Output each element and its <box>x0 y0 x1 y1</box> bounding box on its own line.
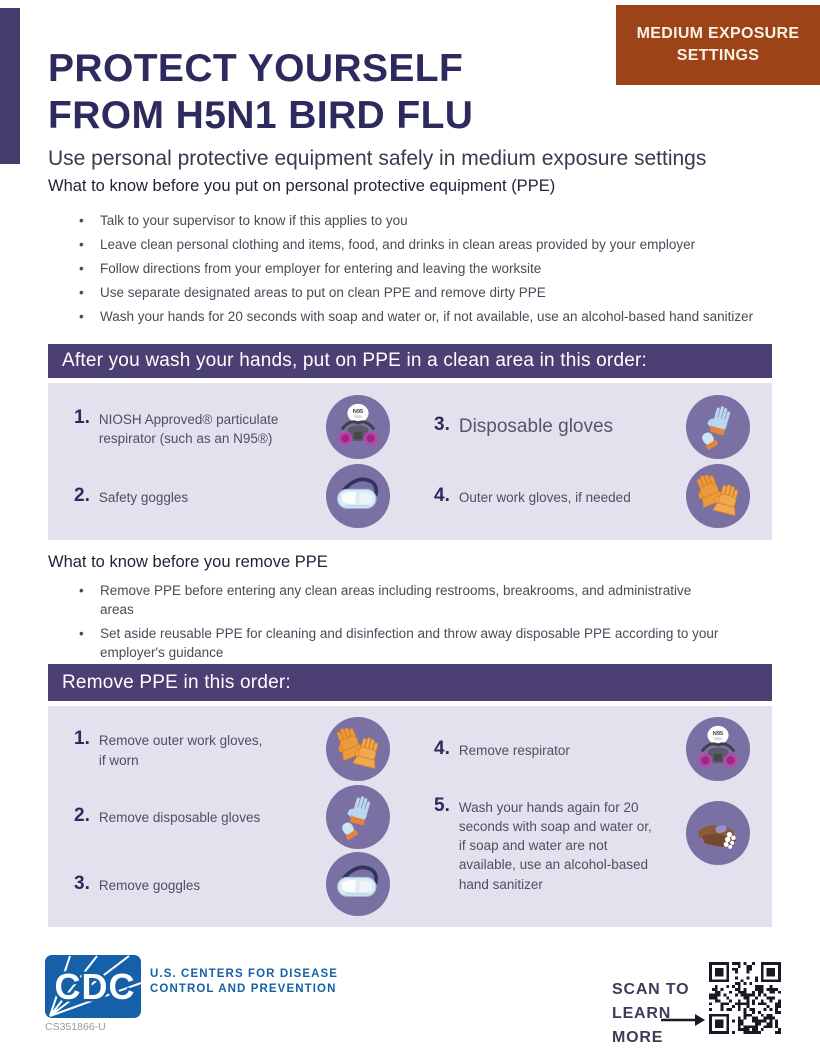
list-item: • Leave clean personal clothing and items, food, and drinks in clean areas provided by your employer <box>76 236 776 255</box>
title-line-2: FROM H5N1 BIRD FLU <box>48 93 474 137</box>
step-text: Safety goggles <box>98 489 189 505</box>
list-item: • Wash your hands for 20 seconds with soap and water or, if not available, use an alcohol-based hand sanitizer <box>76 308 776 327</box>
step-number: 2. <box>74 484 90 506</box>
put-on-step-4 <box>434 464 750 528</box>
agency-line-1: U.S. CENTERS FOR DISEASE <box>150 968 339 980</box>
remove-step-2 <box>74 785 390 849</box>
step-text: Disposable gloves <box>458 415 614 437</box>
before-put-on-list <box>76 212 776 331</box>
agency-name <box>150 967 338 997</box>
step-number: 4. <box>434 484 450 506</box>
arrow-right-icon <box>660 1013 706 1027</box>
scan-line-3: MORE <box>612 1029 664 1047</box>
step-number: 1. <box>74 728 90 750</box>
step-number: 3. <box>434 413 450 435</box>
step-number: 2. <box>74 805 90 827</box>
disposable-gloves-icon <box>326 785 390 849</box>
exposure-setting-badge: MEDIUM EXPOSURE SETTINGS <box>616 5 820 85</box>
step-text: Outer work gloves, if needed <box>458 489 631 505</box>
put-on-panel <box>48 383 772 540</box>
before-remove-list <box>76 582 728 668</box>
page-title <box>48 46 473 140</box>
remove-panel <box>48 706 772 927</box>
title-line-1: PROTECT YOURSELF <box>48 47 464 90</box>
remove-step-1 <box>74 717 390 781</box>
wash-hands-icon <box>686 801 750 865</box>
list-item: • Follow directions from your employer for entering and leaving the worksite <box>76 260 776 279</box>
scan-line-1: SCAN TO <box>612 981 690 998</box>
before-remove-heading: What to know before you remove PPE <box>48 553 328 571</box>
step-number: 3. <box>74 872 90 894</box>
cdc-logo-text: CDC <box>54 966 136 1007</box>
agency-line-2: CONTROL AND PREVENTION <box>150 983 337 996</box>
step-text: Wash your hands again for 20 seconds with soap and water or, if soap and water are not available, use an alcohol-based hand sanitizer <box>458 800 652 892</box>
respirator-icon <box>686 717 750 781</box>
respirator-icon <box>326 395 390 459</box>
list-item: • Talk to your supervisor to know if this applies to you <box>76 212 776 231</box>
document-id: CS351866-U <box>45 1021 106 1033</box>
left-accent-bar <box>0 8 20 164</box>
list-item: • Use separate designated areas to put on clean PPE and remove dirty PPE <box>76 284 776 303</box>
step-number: 5. <box>434 795 450 816</box>
step-text: Remove goggles <box>98 877 201 893</box>
cdc-logo <box>45 955 141 1018</box>
work-gloves-icon <box>686 464 750 528</box>
list-item: • Set aside reusable PPE for cleaning and disinfection and throw away disposable PPE according to your employer's guidance <box>76 625 728 663</box>
remove-banner: Remove PPE in this order: <box>48 664 772 701</box>
step-number: 4. <box>434 737 450 759</box>
remove-step-4 <box>434 717 750 781</box>
goggles-icon <box>326 852 390 916</box>
disposable-gloves-icon <box>686 395 750 459</box>
list-item: • Remove PPE before entering any clean areas including restrooms, breakrooms, and administrative areas <box>76 582 728 620</box>
put-on-step-3 <box>434 395 750 459</box>
goggles-icon <box>326 464 390 528</box>
step-text: Remove disposable gloves <box>98 810 261 826</box>
step-text: Remove respirator <box>458 742 570 758</box>
qr-code <box>708 962 782 1034</box>
put-on-step-1 <box>74 395 390 459</box>
step-text: Remove outer work gloves, if worn <box>98 733 263 768</box>
put-on-banner: After you wash your hands, put on PPE in a clean area in this order: <box>48 344 772 378</box>
subtitle: Use personal protective equipment safely in medium exposure settings <box>48 147 707 170</box>
before-put-on-heading: What to know before you put on personal protective equipment (PPE) <box>48 177 556 195</box>
work-gloves-icon <box>326 717 390 781</box>
put-on-step-2 <box>74 464 390 528</box>
step-text: NIOSH Approved® particulate respirator (such as an N95®) <box>98 411 279 446</box>
remove-step-5 <box>434 795 750 894</box>
remove-step-3 <box>74 852 390 916</box>
scan-line-2: LEARN <box>612 1005 672 1023</box>
step-number: 1. <box>74 406 90 428</box>
